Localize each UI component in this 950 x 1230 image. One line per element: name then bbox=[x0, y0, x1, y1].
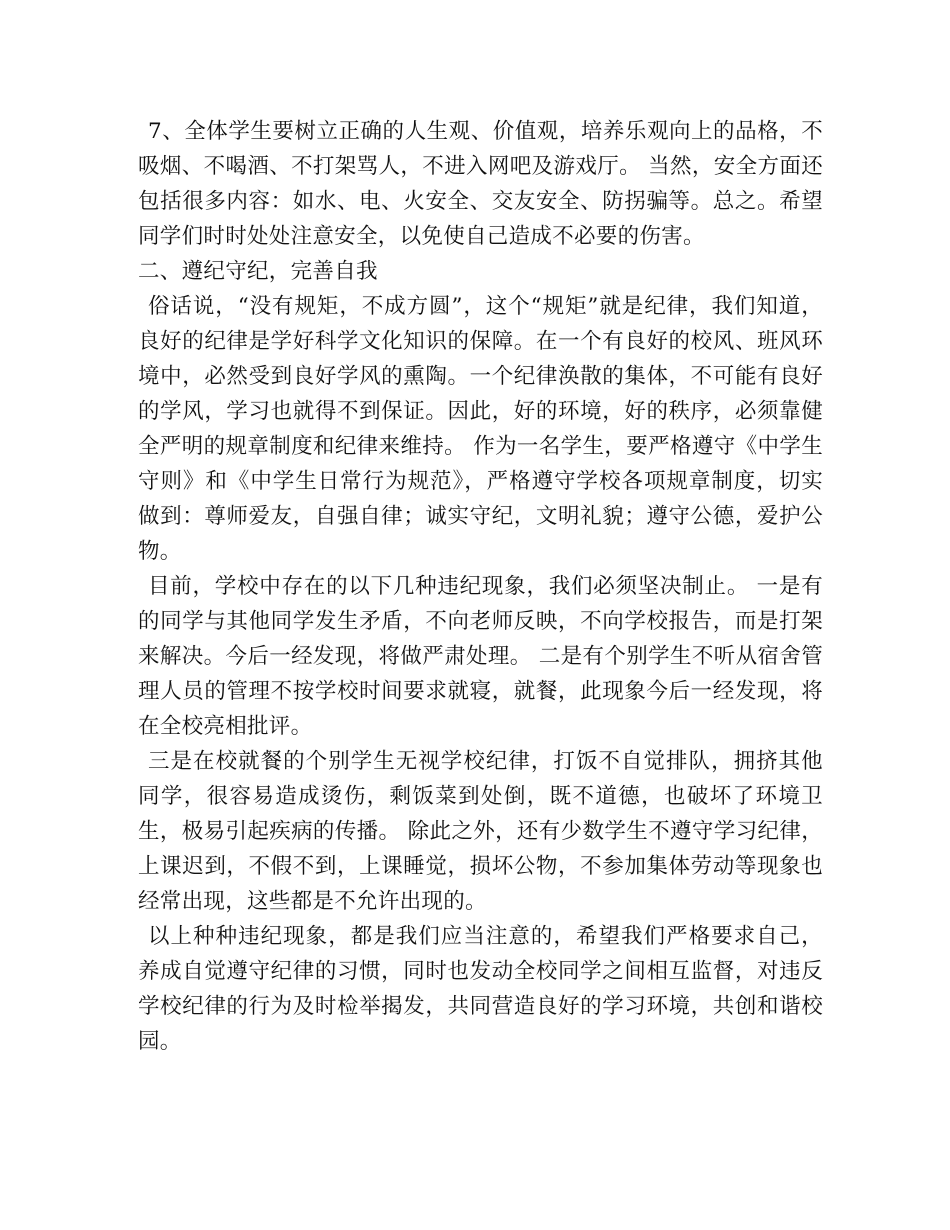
document-body bbox=[138, 114, 823, 1059]
paragraph-violations-intro: 目前，学校中存在的以下几种违纪现象，我们必须坚决制止。 一是有的同学与其他同学发生矛盾，不向老师反映，不向学校报告，而是打架来解决。今后一经发现，将做严肃处理。 二是有个别学生不听从宿舍管理人员的管理不按学校时间要求就寝，就餐，此现象今后一经发现，将在全校亮相批评。 bbox=[138, 574, 823, 739]
paragraph-discipline-importance: 俗话说，“没有规矩，不成方圆”，这个“规矩”就是纪律，我们知道，良好的纪律是学好科学文化知识的保障。在一个有良好的校风、班风环境中，必然受到良好学风的熏陶。一个纪律涣散的集体，不可能有良好的学风，学习也就得不到保证。因此，好的环境，好的秩序，必须靠健全严明的规章制度和纪律来维持。 作为一名学生，要严格遵守《中学生守则》和《中学生日常行为规范》，严格遵守学校各项规章制度，切实做到：尊师爱友，自强自律；诚实守纪，文明礼貌；遵守公德，爱护公物。 bbox=[138, 294, 823, 564]
paragraph-safety-rules: 7、全体学生要树立正确的人生观、价值观，培养乐观向上的品格，不吸烟、不喝酒、不打架骂人，不进入网吧及游戏厅。 当然，安全方面还包括很多内容：如水、电、火安全、交友安全、防拐骗等。总之。希望同学们时时处处注意安全，以免使自己造成不必要的伤害。 bbox=[138, 119, 823, 249]
paragraph-conclusion: 以上种种违纪现象，都是我们应当注意的，希望我们严格要求自己，养成自觉遵守纪律的习惯，同时也发动全校同学之间相互监督，对违反学校纪律的行为及时检举揭发，共同营造良好的学习环境，共创和谐校园。 bbox=[138, 924, 823, 1054]
paragraph-dining-violations: 三是在校就餐的个别学生无视学校纪律，打饭不自觉排队，拥挤其他同学，很容易造成烫伤，剩饭菜到处倒，既不道德，也破坏了环境卫生，极易引起疾病的传播。 除此之外，还有少数学生不遵守学习纪律，上课迟到，不假不到，上课睡觉，损坏公物，不参加集体劳动等现象也经常出现，这些都是不允许出现的。 bbox=[138, 749, 823, 914]
section-heading-discipline: 二、遵纪守纪，完善自我 bbox=[138, 259, 378, 284]
